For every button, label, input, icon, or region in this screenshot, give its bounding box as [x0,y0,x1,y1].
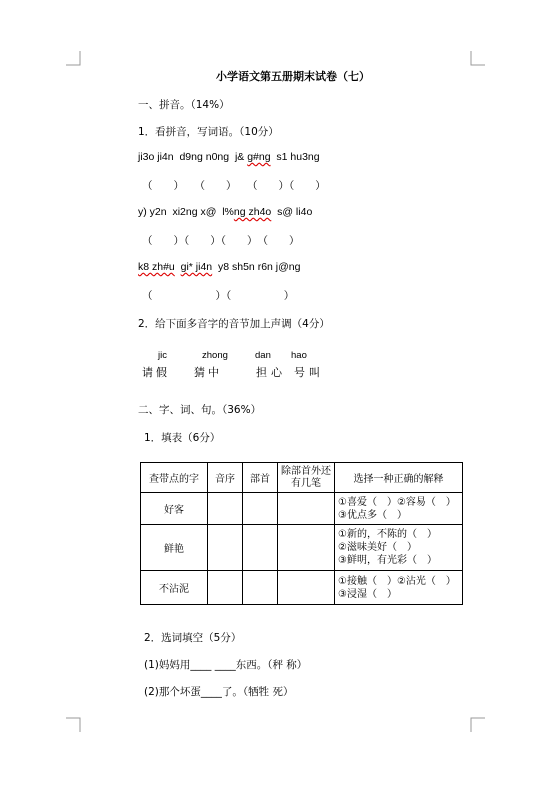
pinyin-item: gi* ji4n [180,261,213,273]
option-line: ①喜爱（ ）②容易（ ） [338,496,456,508]
pinyin-item: s@ li4o [277,206,313,218]
question-add-tones: 2．给下面多音字的音节加上声调（4分） [138,318,330,330]
crop-mark-bottom-right [470,717,485,732]
pinyin-row-3 [138,261,300,273]
pinyin-item: ji3o ji4n [138,151,174,163]
option-line: ③优点多（ ） [338,509,407,521]
question-write-words: 1．看拼音，写词语。（10分） [138,126,279,138]
crop-mark-bottom-left [66,717,81,732]
pinyin-item: xi2ng x@ [172,206,217,218]
table-word: 鲜艳 [141,525,208,571]
pinyin-item: d9ng n0ng [179,151,230,163]
answer-parens-row-1: （ ） （ ） （ ）（ ） [142,180,326,192]
pinyin-item: l% [222,206,234,218]
table-word: 好客 [141,493,208,525]
polyphone-pinyin: jic [158,350,167,361]
pinyin-row-1 [138,151,320,163]
fill-item-2: (2)那个坏蛋____了。（牺牲 死） [144,686,294,698]
section-words-heading: 二、字、词、句。（36%） [138,404,262,416]
answer-cell[interactable] [208,525,243,571]
answer-cell[interactable] [243,493,278,525]
table-word: 不沾泥 [141,571,208,605]
answer-parens-row-3: （ ）（ ） [142,290,295,302]
option-line: ①接触（ ）②沾光（ ） [338,575,456,587]
polyphone-word: 担心 [256,366,286,379]
option-line: ③浸湿（ ） [338,588,397,600]
polyphone-pinyin: hao [291,350,307,361]
table-header: 部首 [243,463,278,493]
table-header-row [141,463,463,493]
polyphone-word: 猜中 [194,366,222,379]
pinyin-item: y8 sh5n r6n j@ng [218,261,301,273]
answer-cell[interactable] [243,571,278,605]
dictionary-table [140,462,463,605]
table-header: 选择一种正确的解释 [335,463,463,493]
answer-cell[interactable] [278,493,335,525]
crop-mark-top-left [66,51,81,66]
crop-mark-top-right [470,51,485,66]
pinyin-item: g#ng [247,151,271,163]
answer-parens-row-2: （ ）（ ）（ ） （ ） [142,235,300,247]
pinyin-row-2 [138,206,312,218]
option-line: ①新的，不陈的（ ） [338,529,437,540]
polyphone-pinyin: dan [255,350,271,361]
section-pinyin-heading: 一、拼音。（14%） [138,99,230,111]
polyphone-word: 号叫 [294,366,324,379]
table-options [335,493,463,525]
answer-cell[interactable] [278,571,335,605]
answer-cell[interactable] [208,571,243,605]
answer-cell[interactable] [243,525,278,571]
polyphone-pinyin: zhong [202,350,228,361]
page-title: 小学语文第五册期末试卷（七） [216,70,370,83]
table-row [141,571,463,605]
pinyin-item: j& [234,151,245,163]
table-header: 音序 [208,463,243,493]
table-options [335,525,463,571]
answer-cell[interactable] [208,493,243,525]
pinyin-item: ng zh4o [233,206,272,218]
pinyin-item: y) y2n [138,206,167,218]
option-line: ②滋味美好（ ） [338,542,417,553]
table-row [141,525,463,571]
table-header: 查带点的字 [141,463,208,493]
pinyin-item: s1 hu3ng [276,151,320,163]
option-line: ③鲜明，有光彩（ ） [338,555,437,566]
polyphone-word: 请假 [142,366,170,379]
question-fill-table: 1．填表（6分） [144,432,221,444]
table-header: 除部首外还有几笔 [278,463,335,493]
pinyin-item: k8 zh#u [138,261,175,273]
table-row [141,493,463,525]
answer-cell[interactable] [278,525,335,571]
fill-item-1: (1)妈妈用____ ____东西。（秤 称） [144,659,308,671]
table-options [335,571,463,605]
question-choose-words: 2．选词填空（5分） [144,632,242,644]
